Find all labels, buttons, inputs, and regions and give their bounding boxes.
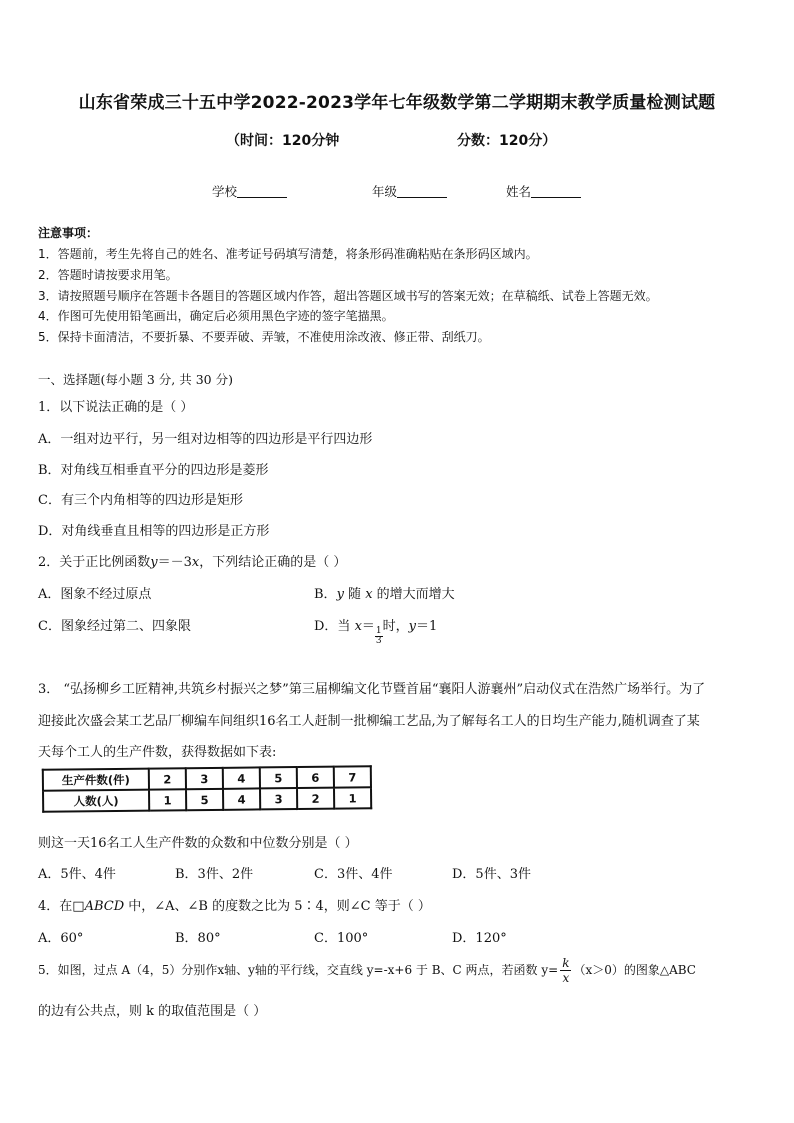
q2-d-fraction [375,627,383,646]
table-row [43,787,371,811]
q2-stem [38,551,346,570]
school-blank[interactable] [237,185,287,198]
table-cell: 1 [149,789,186,810]
table-cell: 5 [186,789,223,810]
q5-line-1 [38,956,696,985]
q3-line-1: 3． “弘扬柳乡工匠精神,共筑乡村振兴之梦”第三届柳编文化节暨首届“襄阳人游襄州”启动仪式在浩然广场举行。为了 [38,682,706,697]
q2-d-y: y [408,619,417,634]
q2-d-x: x [354,619,362,634]
table-cell: 4 [223,788,260,809]
section-heading: 一、选择题(每小题 3 分, 共 30 分) [38,372,233,387]
school-label: 学校 [212,184,238,199]
q3-line-3: 天每个工人的生产件数，获得数据如下表: [38,745,277,760]
name-blank[interactable] [531,185,581,198]
q2-b-x: x [365,587,373,602]
table-cell: 5 [260,767,297,788]
fraction-numerator: k [562,956,570,970]
q2-option-d[interactable] [314,615,438,646]
q1-stem: 1．以下说法正确的是（ ） [38,400,194,415]
grade-field[interactable] [372,182,447,200]
q2-var-x: x [191,555,200,570]
q3-option-b[interactable]: B．3件、2件 [175,867,254,882]
q4-option-d[interactable]: D．120° [452,931,507,946]
table-cell: 2 [297,788,334,809]
notes-heading: 注意事项： [38,226,99,240]
note-item: 3．请按照题号顺序在答题卡各题目的答题区域内作答，超出答题区域书写的答案无效；在草稿纸、试卷上答题无效。 [38,289,658,303]
q2-d-eq: ＝ [361,619,375,634]
q1-option-b[interactable]: B．对角线互相垂直平分的四边形是菱形 [38,463,269,478]
production-table [42,765,372,812]
note-item: 2．答题时请按要求用笔。 [38,268,178,282]
q2-var-y: y [150,555,158,570]
grade-blank[interactable] [397,185,447,198]
q4-stem [38,895,431,914]
q1-option-d[interactable]: D．对角线垂直且相等的四边形是正方形 [38,524,270,539]
note-item: 4．作图可先使用铅笔画出，确定后必须用黑色字迹的签字笔描黑。 [38,309,394,323]
name-field[interactable] [506,182,581,200]
q2-b-label: B． [314,587,337,602]
q2-option-c[interactable]: C．图象经过第二、四象限 [38,619,191,634]
note-item: 1．答题前，考生先将自己的姓名、准考证号码填写清楚，将条形码准确粘贴在条形码区域内。 [38,247,538,261]
q2-b-mid: 随 [343,587,366,602]
q1-option-a[interactable]: A．一组对边平行，另一组对边相等的四边形是平行四边形 [38,432,373,447]
q4-parallelogram: □ABCD [72,899,125,914]
table-cell: 4 [223,767,260,788]
q3-option-d[interactable]: D．5件、3件 [452,867,531,882]
q4-option-a[interactable]: A．60° [38,931,84,946]
table-header-cell: 人数(人) [43,790,149,812]
q2-stem-end: ，下列结论正确的是（ ） [199,555,347,570]
q2-eq: ＝－3 [157,555,192,570]
q1-option-c[interactable]: C．有三个内角相等的四边形是矩形 [38,493,243,508]
q2-d-end: ＝1 [416,619,438,634]
note-item: 5．保持卡面清洁，不要折暴、不要弄破、弄皱，不准使用涂改液、修正带、刮纸刀。 [38,330,490,344]
table-cell: 1 [334,787,371,808]
q2-b-y: y [336,587,344,602]
name-label: 姓名 [506,184,532,199]
grade-label: 年级 [372,184,398,199]
q4-stem-end: 中，∠A、∠B 的度数之比为 5∶4，则∠C 等于（ ） [124,899,431,914]
fraction-denominator: 3 [375,636,382,646]
q5-fraction [560,956,571,985]
table-cell: 6 [297,767,334,788]
table-cell: 7 [334,766,371,787]
q2-b-end: 的增大而增大 [372,587,455,602]
q3-line-2: 迎接此次盛会某工艺品厂柳编车间组织16名工人赶制一批柳编工艺品,为了解每名工人的日均生产能力,随机调查了某 [38,714,700,729]
q2-stem-text: 2．关于正比例函数 [38,555,151,570]
q3-option-a[interactable]: A．5件、4件 [38,867,116,882]
q3-option-c[interactable]: C．3件、4件 [314,867,393,882]
fraction-numerator: 1 [375,626,382,636]
q3-question: 则这一天16名工人生产件数的众数和中位数分别是（ ） [38,836,358,851]
exam-time: （时间：120分钟 [226,133,340,149]
table-cell: 3 [186,768,223,789]
q4-option-b[interactable]: B．80° [175,931,221,946]
exam-score: 分数：120分） [457,133,557,149]
q5-line-2: 的边有公共点，则 k 的取值范围是（ ） [38,1004,267,1019]
q5-text: 5．如图，过点 A（4，5）分别作x轴、y轴的平行线，交直线 y=-x+6 于 B、C 两点，若函数 y= [38,963,559,977]
table-cell: 2 [149,768,186,789]
q4-option-c[interactable]: C．100° [314,931,369,946]
q2-option-a[interactable]: A．图象不经过原点 [38,587,152,602]
table-header-cell: 生产件数(件) [43,769,149,791]
table-cell: 3 [260,788,297,809]
fraction-denominator: x [562,971,570,985]
q4-stem-text: 4．在 [38,899,73,914]
exam-title: 山东省荣成三十五中学2022-2023学年七年级数学第二学期期末教学质量检测试题 [78,93,716,113]
school-field[interactable] [212,182,287,200]
q5-text-end: （x＞0）的图象△ABC [573,963,696,977]
q2-d-mid: 时， [382,619,409,634]
q2-option-b[interactable] [314,583,455,602]
q2-d-label: D．当 [314,619,355,634]
